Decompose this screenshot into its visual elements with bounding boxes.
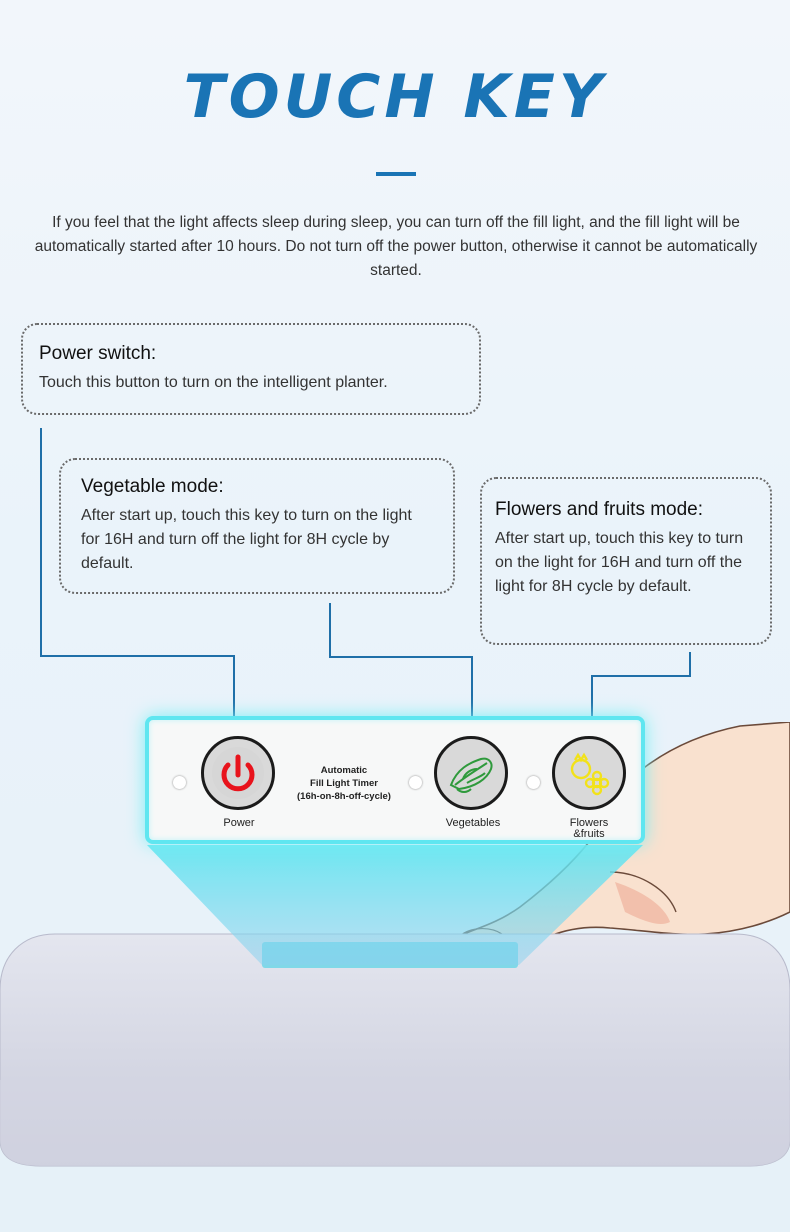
power-button[interactable] <box>201 736 275 810</box>
callout-heading: Power switch: <box>39 343 157 364</box>
callout-text: Touch this button to turn on the intelligent planter. <box>39 374 388 391</box>
timer-line1: Automatic <box>320 765 368 776</box>
indicator-led <box>527 776 540 789</box>
intro-text: If you feel that the light affects sleep during sleep, you can turn off the fill light, and the fill light will be automatically started after 10 hours. Do not turn off the power button, otherwise it cannot be automatically started. <box>34 214 758 279</box>
timer-line3: (16h-on-8h-off-cycle) <box>297 791 391 802</box>
vegetables-label: Vegetables <box>445 817 501 829</box>
power-switch-callout <box>21 323 481 415</box>
callout-text: After start up, touch this key to turn on the light for 16H and turn off the light for 8H cycle by default. <box>81 507 412 572</box>
indicator-led <box>173 776 186 789</box>
cabbage-icon <box>437 739 505 807</box>
touch-control-panel <box>145 716 645 844</box>
callout-heading: Vegetable mode: <box>81 476 224 497</box>
indicator-led <box>409 776 422 789</box>
fruit-flower-icon <box>555 739 623 807</box>
callout-text: After start up, touch this key to turn on the light for 16H and turn off the light for 8H cycle by default. <box>495 530 744 595</box>
flowers-mode-callout <box>480 477 772 645</box>
callout-heading: Flowers and fruits mode: <box>495 499 704 520</box>
vegetable-mode-callout <box>59 458 455 594</box>
flowers-fruits-button[interactable] <box>552 736 626 810</box>
vegetables-button[interactable] <box>434 736 508 810</box>
flowers-label-line1: Flowers <box>569 817 609 829</box>
flowers-label-line2: &fruits <box>573 828 605 840</box>
power-label: Power <box>223 817 255 829</box>
timer-label <box>274 764 414 803</box>
power-icon <box>204 739 272 807</box>
flowers-fruits-label <box>549 818 629 840</box>
timer-line2: Fill Light Timer <box>310 778 378 789</box>
page-title: TOUCH KEY <box>183 62 607 132</box>
glow-beam <box>147 845 643 970</box>
